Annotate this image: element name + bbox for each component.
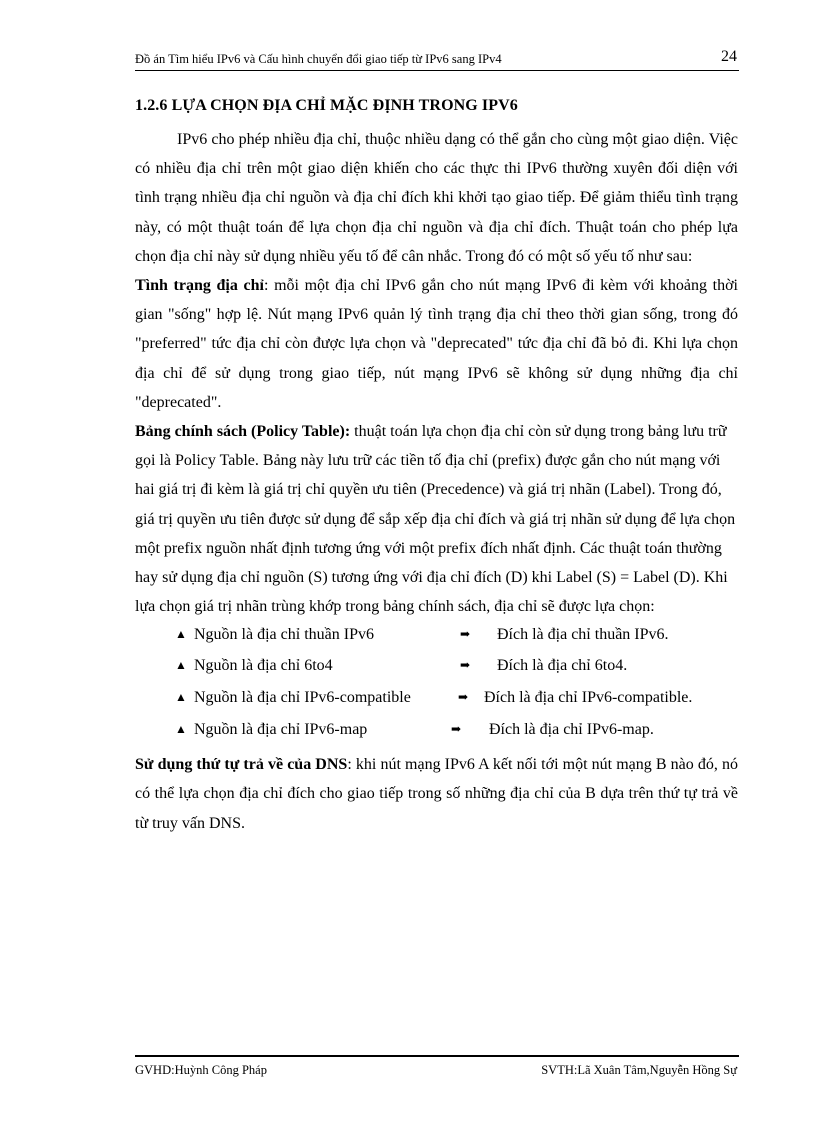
list-item — [135, 651, 738, 683]
intro-paragraph: IPv6 cho phép nhiều địa chỉ, thuộc nhiều dạng có thể gắn cho cùng một giao diện. Việc có nhiều địa chỉ trên một giao diện khiến cho các thực thi IPv6 thường xuyên đối diện với tình trạng nhiều địa chỉ nguồn và địa chỉ đích khi khởi tạo giao tiếp. Để giảm thiểu tình trạng này, có một thuật toán để lựa chọn địa chỉ nguồn và địa chỉ đích. Thuật toán cho phép lựa chọn địa chỉ này sử dụng nhiều yếu tố để cân nhắc. Trong đó có một số yếu tố như sau: — [135, 131, 738, 265]
mapping-source: Nguồn là địa chỉ IPv6-compatible — [194, 688, 411, 706]
page-header — [135, 48, 739, 71]
triangle-bullet-icon: ▲ — [175, 722, 187, 737]
policy-table-term: Bảng chính sách (Policy Table): — [135, 423, 351, 441]
dns-order-text: : khi nút mạng IPv6 A kết nối tới một nút mạng B nào đó, nó có thể lựa chọn địa chỉ đích cho giao tiếp trong số những địa chỉ của B dựa trên thứ tự trả về từ truy vấn DNS. — [135, 756, 738, 832]
dns-order-paragraph — [135, 750, 738, 838]
triangle-bullet-icon: ▲ — [175, 689, 187, 704]
document-body — [135, 125, 738, 838]
mapping-dest: Đích là địa chỉ IPv6-compatible. — [484, 688, 693, 706]
address-state-term: Tình trạng địa chỉ — [135, 277, 264, 295]
right-arrow-icon: ➡ — [458, 689, 469, 704]
dns-order-term: Sử dụng thứ tự trả về của DNS — [135, 756, 348, 774]
page-footer — [135, 1055, 739, 1081]
mapping-source: Nguồn là địa chỉ thuần IPv6 — [194, 626, 374, 644]
mapping-dest: Đích là địa chỉ 6to4. — [497, 656, 628, 674]
triangle-bullet-icon: ▲ — [175, 627, 187, 642]
address-state-text: : mỗi một địa chỉ IPv6 gắn cho nút mạng IPv6 đi kèm với khoảng thời gian "sống" hợp lệ. Nút mạng IPv6 quản lý tình trạng địa chỉ theo thời gian sống, trong đó "preferred" tức địa chỉ còn được lựa chọn và "deprecated" tức địa chỉ đã bỏ đi. Khi lựa chọn địa chỉ để sử dụng trong giao tiếp, nút mạng IPv6 sẽ không sử dụng những địa chỉ "deprecated". — [135, 277, 739, 411]
list-item — [135, 715, 738, 747]
mapping-list — [135, 618, 738, 747]
policy-table-paragraph — [135, 417, 738, 621]
page-number: 24 — [721, 48, 737, 65]
student-names: SVTH:Lã Xuân Tâm,Nguyễn Hồng Sự — [541, 1063, 737, 1077]
right-arrow-icon: ➡ — [451, 722, 462, 737]
right-arrow-icon: ➡ — [460, 627, 471, 642]
right-arrow-icon: ➡ — [460, 657, 471, 672]
address-state-paragraph — [135, 271, 738, 417]
list-item — [135, 620, 738, 652]
advisor-name: GVHD:Huỳnh Công Pháp — [135, 1063, 267, 1077]
mapping-dest: Đích là địa chỉ IPv6-map. — [489, 721, 654, 739]
section-heading: 1.2.6 LỰA CHỌN ĐỊA CHỈ MẶC ĐỊNH TRONG IPV6 — [135, 97, 518, 114]
mapping-source: Nguồn là địa chỉ IPv6-map — [194, 721, 368, 739]
list-item — [135, 683, 738, 715]
document-title: Đồ án Tìm hiểu IPv6 và Cấu hình chuyển đổi giao tiếp từ IPv6 sang IPv4 — [135, 52, 502, 66]
mapping-source: Nguồn là địa chỉ 6to4 — [194, 656, 333, 674]
triangle-bullet-icon: ▲ — [175, 657, 187, 672]
mapping-dest: Đích là địa chỉ thuần IPv6. — [497, 626, 669, 644]
policy-table-text: thuật toán lựa chọn địa chỉ còn sử dụng trong bảng lưu trữ gọi là Policy Table. Bảng này lưu trữ các tiền tố địa chỉ (prefix) được gắn cho nút mạng với hai giá trị đi kèm là giá trị chỉ quyền ưu tiên (Precedence) và giá trị nhãn (Label). Trong đó, giá trị quyền ưu tiên được sử dụng để sắp xếp địa chỉ đích và giá trị nhãn sử dụng để lựa chọn một prefix nguồn nhất định tương ứng với một prefix đích nhất định. Các thuật toán thường hay sử dụng địa chỉ nguồn (S) tương ứng với địa chỉ đích (D) khi Label (S) = Label (D). Khi lựa chọn giá trị nhãn trùng khớp trong bảng chính sách, địa chỉ sẽ được lựa chọn: — [135, 423, 736, 616]
